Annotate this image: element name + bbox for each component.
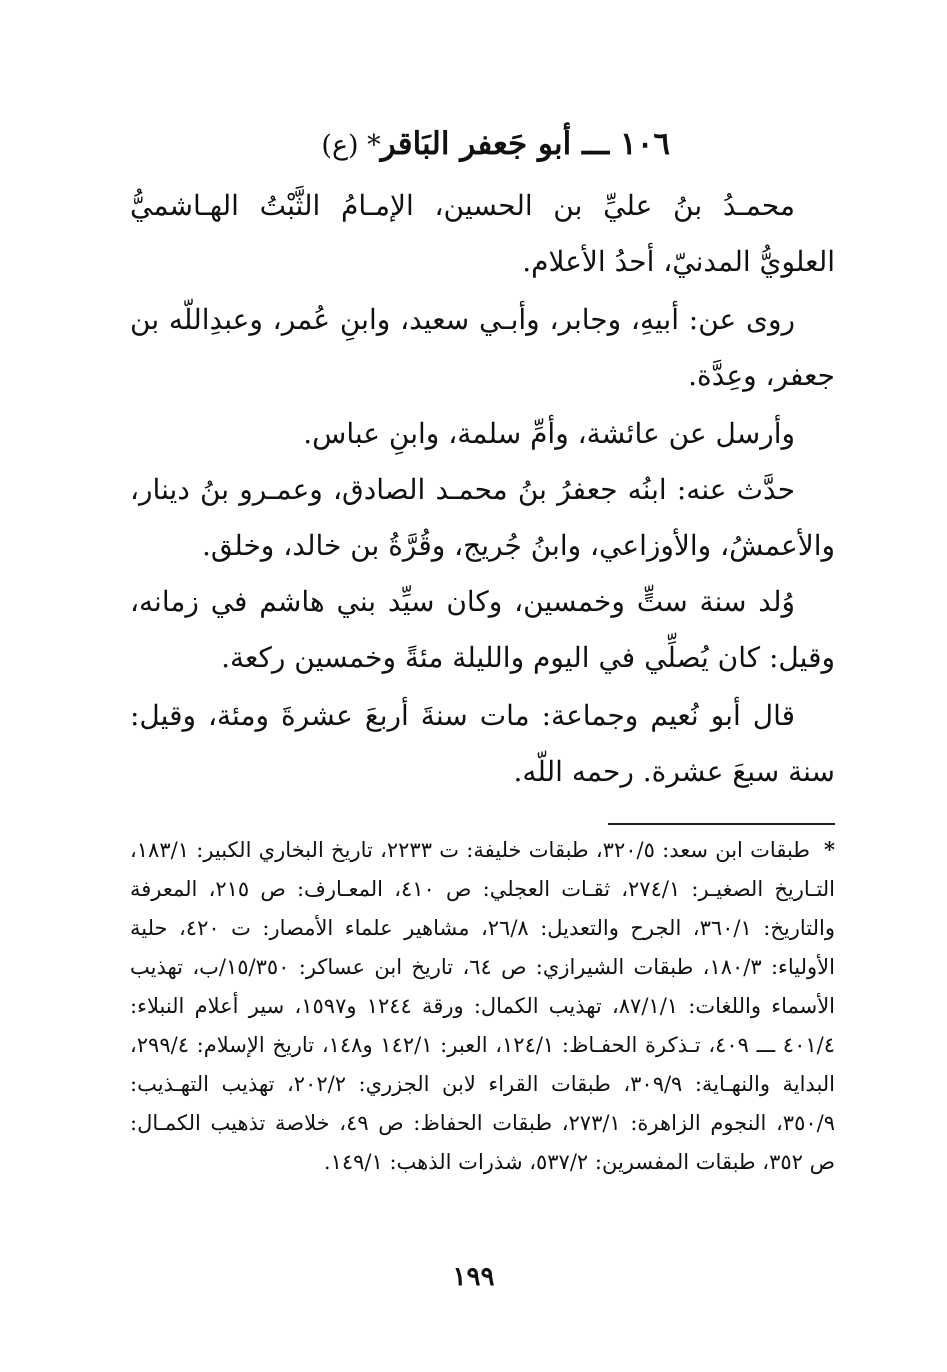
paragraph-lineage: محمـدُ بنُ عليِّ بن الحسين، الإمـامُ الثَّبْتُ الهـاشميُّ العلويُّ المدنيّ، أحدُ الأعلام. bbox=[130, 189, 835, 278]
paragraph-narrators: حدَّث عنه: ابنُه جعفرُ بنُ محمـد الصادق، وعمـرو بنُ دينار، والأعمشُ، والأوزاعي، وابنُ جُريج، وقُرَّةُ بن خالد، وخلق. bbox=[130, 473, 835, 562]
page-number: ١٩٩ bbox=[452, 1262, 495, 1292]
footnote-text: طبقات ابن سعد: ٣٢٠/٥، طبقات خليفة: ت ٢٢٣٣، تاريخ البخاري الكبير: ١٨٣/١، التـاريخ الصغيـر: ٢٧٤/١، ثقـات العجلي: ص ٤١٠، المعـارف: ص ٢١٥، المعرفة والتاريخ: ٣٦٠/١، الجرح والتعديل: ٢٦/٨، مشاهير علماء الأمصار: ت ٤٢٠، حلية الأولياء: ١٨٠/٣، طبقات الشيرازي: ص ٦٤، تاريخ ابن عساكر: ١٥/٣٥٠/ب، تهذيب الأسماء واللغات: ٨٧/١/١، تهذيب الكمال: ورقة ١٢٤٤ و١٥٩٧، سير أعلام النبلاء: ٤٠١/٤ ـــ ٤٠٩، تـذكرة الحفـاظ: ١٢٤/١، العبر: ١٤٢/١ و١٤٨، تاريخ الإسلام: ٢٩٩/٤، البداية والنهـاية: ٣٠٩/٩، طبقات القراء لابن الجزري: ٢٠٢/٢، تهذيب التهـذيب: ٣٥٠/٩، النجوم الزاهرة: ٢٧٣/١، طبقات الحفاظ: ص ٤٩، خلاصة تذهيب الكمـال: ص ٣٥٢، طبقات المفسرين: ٥٣٧/٢، شذرات الذهب: ١٤٩/١. bbox=[130, 838, 836, 1174]
paragraph-mursal: وأرسل عن عائشة، وأمِّ سلمة، وابنِ عباس. bbox=[303, 417, 795, 450]
paragraph-death: قال أبو نُعيم وجماعة: مات سنةَ أربعَ عشرةَ ومئة، وقيل: سنة سبعَ عشرة. رحمه اللّه. bbox=[130, 699, 835, 788]
footnote-marker: * bbox=[824, 837, 835, 862]
footnote-sources bbox=[130, 830, 835, 1182]
entry-marker: * (ع) bbox=[321, 130, 381, 161]
paragraph-narrated-from: روى عن: أبيهِ، وجابر، وأبـي سعيد، وابنِ عُمر، وعبدِاللّه بن جعفر، وعِدَّة. bbox=[130, 303, 835, 392]
entry-name: أبو جَعفر البَاقر bbox=[380, 126, 572, 162]
entry-number: ١٠٦ ـــ bbox=[582, 126, 670, 162]
footnote-divider bbox=[608, 823, 835, 825]
entry-heading bbox=[130, 118, 670, 172]
paragraph-birth: وُلد سنة ستٍّ وخمسين، وكان سيِّد بني هاشم في زمانه، وقيل: كان يُصلِّي في اليوم والليلة مئةً وخمسين ركعة. bbox=[130, 585, 835, 674]
